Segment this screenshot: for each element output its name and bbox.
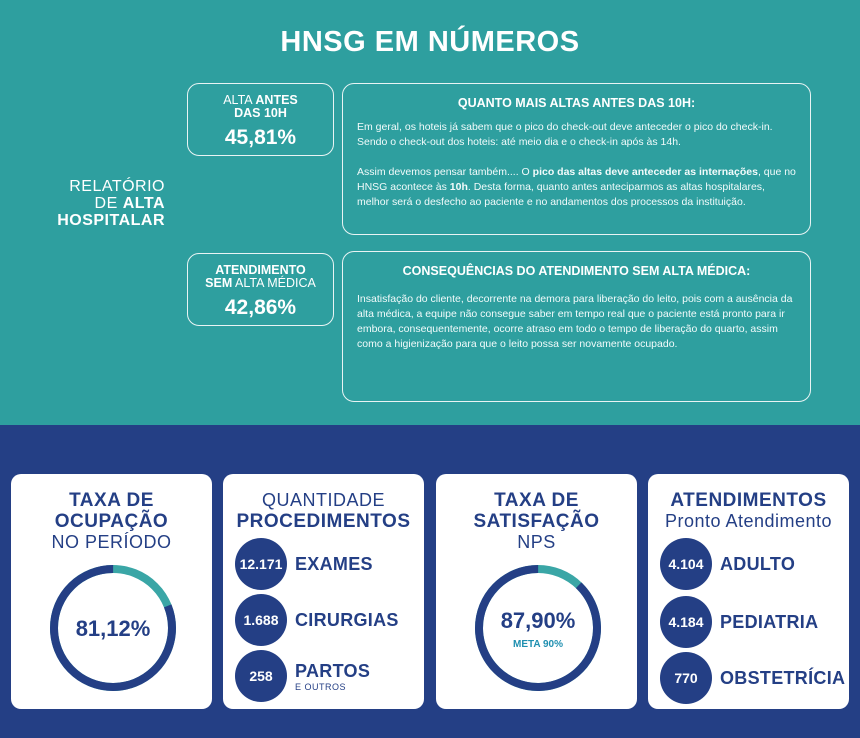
report-line1: RELATÓRIO xyxy=(69,178,165,195)
procedimento-row-exames xyxy=(235,538,373,590)
card-taxa-ocupacao xyxy=(11,474,212,709)
p2d: 10h xyxy=(449,181,468,193)
p2c: , que no HNSG acontece às xyxy=(357,166,796,193)
row-label: PEDIATRIA xyxy=(720,611,819,632)
atendimento-row-pediatria xyxy=(660,596,818,648)
row-label: ADULTO xyxy=(720,553,796,574)
row-sublabel: E OUTROS xyxy=(295,681,347,692)
kpi-label xyxy=(188,264,333,290)
card-title-3: NO PERÍODO xyxy=(51,532,172,552)
kpi-label-c: DAS 10H xyxy=(234,106,287,120)
card-title xyxy=(11,490,212,553)
card-procedimentos xyxy=(223,474,424,709)
card-title-1: TAXA DE xyxy=(494,490,579,511)
p2e: . Desta forma, quanto antes anteciparmos as altas hospitalares, melhor será o desfecho ao paciente e no andamentos dos processos da instituição. xyxy=(357,181,765,208)
count-bubble: 12.171 xyxy=(235,538,287,590)
card-title-1: ATENDIMENTOS xyxy=(670,490,827,511)
kpi-label-b: SEM xyxy=(205,276,233,290)
p2a: Assim devemos pensar também.... O xyxy=(357,166,533,178)
card-title-2: OCUPAÇÃO xyxy=(54,511,169,532)
kpi-alta-antes-10h xyxy=(187,83,334,156)
card-title xyxy=(648,490,849,532)
atendimento-row-obstetricia xyxy=(660,652,845,704)
gauge-meta: META 90% xyxy=(512,639,564,650)
card-title-1: QUANTIDADE xyxy=(261,490,385,510)
card-taxa-satisfacao xyxy=(436,474,637,709)
card-title-2: PROCEDIMENTOS xyxy=(236,511,411,532)
gauge-value: 87,90% xyxy=(500,608,576,633)
report-line2a: DE xyxy=(94,195,123,212)
row-label: CIRURGIAS xyxy=(295,609,399,630)
count-bubble: 258 xyxy=(235,650,287,702)
card-title-1: TAXA DE xyxy=(69,490,154,511)
kpi-value: 42,86% xyxy=(224,296,297,319)
info-paragraph: Insatisfação do cliente, decorrente na demora para liberação do leito, pois com a ausência da alta médica, a equipe não consegue saber em tempo real que o paciente está pronto para ir embora, consequentemente, ocorre atraso em todo o tempo de liberação do quarto, assim como a higienização para que o leito possa ser novamente ocupado. xyxy=(357,293,793,350)
nps-gauge xyxy=(473,563,603,693)
gauge-value: 81,12% xyxy=(75,616,151,641)
info-title: CONSEQUÊNCIAS DO ATENDIMENTO SEM ALTA MÉDICA: xyxy=(402,264,751,278)
page-title: HNSG EM NÚMEROS xyxy=(280,26,580,58)
card-title-2: SATISFAÇÃO xyxy=(473,511,600,532)
p2b: pico das altas deve anteceder as internações xyxy=(532,166,758,178)
row-label: EXAMES xyxy=(295,553,373,574)
kpi-label xyxy=(188,94,333,120)
count-bubble: 4.104 xyxy=(660,538,712,590)
row-label-group xyxy=(287,661,370,692)
count-bubble: 1.688 xyxy=(235,594,287,646)
card-title-2: Pronto Atendimento xyxy=(664,511,833,531)
kpi-value: 45,81% xyxy=(224,126,297,149)
kpi-label-b: ANTES xyxy=(255,93,298,107)
kpi-label-a: ATENDIMENTO xyxy=(215,263,306,277)
card-atendimentos xyxy=(648,474,849,709)
ocupacao-gauge xyxy=(48,563,178,693)
info-box-consequencias xyxy=(342,251,811,402)
procedimento-row-cirurgias xyxy=(235,594,399,646)
row-label: OBSTETRÍCIA xyxy=(720,667,846,688)
card-title xyxy=(436,490,637,553)
procedimento-row-partos xyxy=(235,650,370,702)
count-bubble: 770 xyxy=(660,652,712,704)
report-line3: HOSPITALAR xyxy=(57,212,165,229)
kpi-sem-alta-medica xyxy=(187,253,334,326)
info-title: QUANTO MAIS ALTAS ANTES DAS 10H: xyxy=(457,96,696,110)
info-box-altas-antes xyxy=(342,83,811,235)
info-paragraph-1: Em geral, os hoteis já sabem que o pico do check-out deve anteceder o pico do check-in. Sendo o check-out dos hoteis: até meio dia e o check-in após às 14h. xyxy=(357,121,773,148)
card-title xyxy=(223,490,424,532)
kpi-label-a: ALTA xyxy=(223,93,256,107)
row-label: PARTOS xyxy=(295,660,371,681)
info-paragraph-2 xyxy=(343,165,810,210)
report-label xyxy=(40,178,165,229)
kpi-label-c: ALTA MÉDICA xyxy=(232,276,316,290)
atendimento-row-adulto xyxy=(660,538,795,590)
report-line2b: ALTA xyxy=(122,195,165,212)
count-bubble: 4.184 xyxy=(660,596,712,648)
card-title-3: NPS xyxy=(517,532,556,552)
